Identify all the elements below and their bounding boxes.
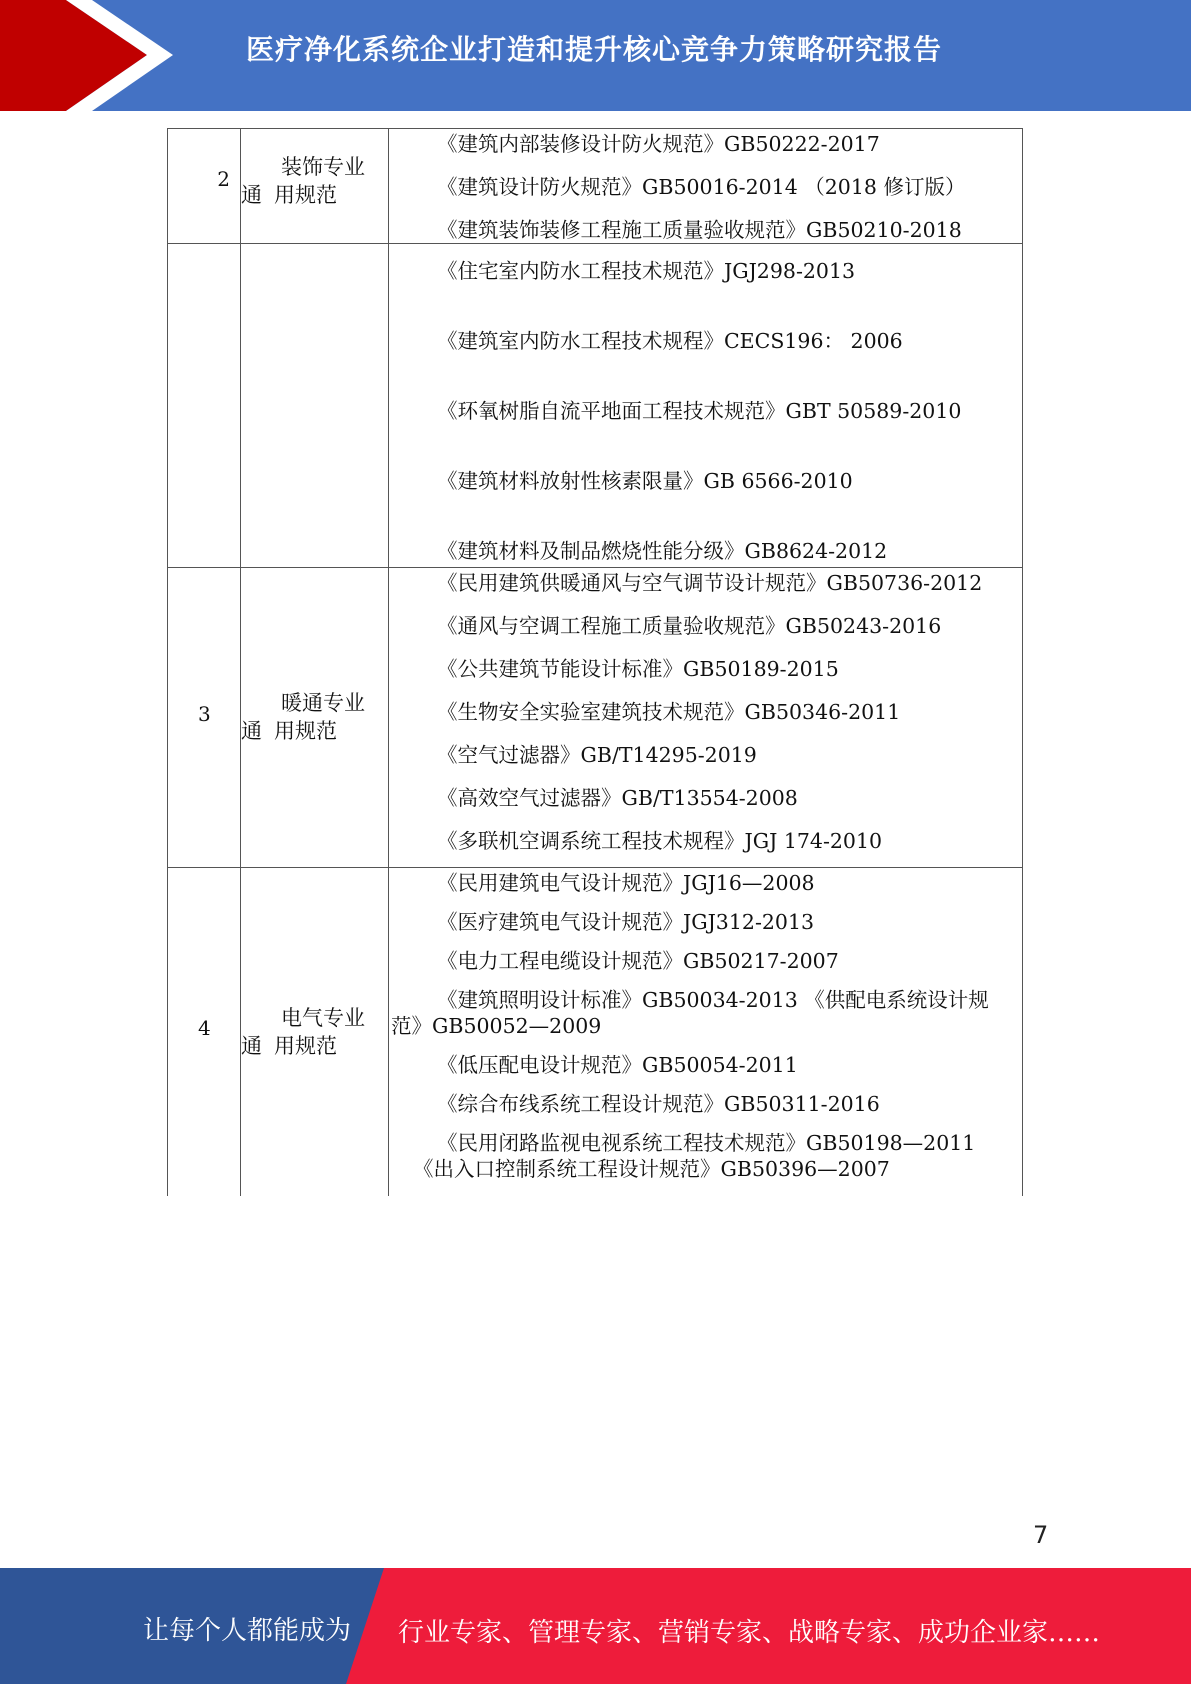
- list-item: 《医疗建筑电气设计规范》JGJ312-2013: [437, 910, 815, 934]
- list-item: 《电力工程电缆设计规范》GB50217-2007: [437, 949, 839, 973]
- standards-cell: [389, 129, 1023, 244]
- list-item: 《生物安全实验室建筑技术规范》GB50346-2011: [437, 700, 901, 724]
- list-item: 《高效空气过滤器》GB/T13554-2008: [437, 786, 798, 810]
- list-item: 《建筑内部装修设计防火规范》GB50222-2017: [437, 132, 880, 156]
- row-number-cell: [168, 129, 241, 244]
- page-number: 7: [1033, 1521, 1049, 1549]
- list-item: 《建筑室内防水工程技术规程》CECS196： 2006: [437, 329, 903, 353]
- standards-table: [167, 128, 1023, 1196]
- category-cell: [241, 129, 389, 244]
- category-cell: [241, 868, 389, 1196]
- row-number: 2: [217, 167, 230, 191]
- row-number-cell: [168, 868, 241, 1196]
- table-row: [168, 568, 1023, 868]
- list-item: 《民用闭路监视电视系统工程技术规范》GB50198—2011: [437, 1131, 976, 1155]
- category-label: 装饰专业: [281, 155, 365, 179]
- category-cell: [241, 244, 389, 568]
- category-label: 电气专业: [281, 1006, 365, 1030]
- table-row: [168, 868, 1023, 1196]
- category-label-suffix: 用规范: [274, 183, 337, 207]
- row-number-cell: [168, 244, 241, 568]
- row-number: 4: [198, 1016, 211, 1040]
- category-label-prefix: 通: [241, 183, 262, 207]
- page-footer: [0, 1568, 1191, 1684]
- table-row: [168, 244, 1023, 568]
- standards-cell: [389, 568, 1023, 868]
- list-item: 《建筑材料及制品燃烧性能分级》GB8624-2012: [437, 539, 888, 563]
- category-label: 暖通专业: [281, 691, 365, 715]
- page-header: [0, 0, 1191, 111]
- list-item: 《建筑材料放射性核素限量》GB 6566-2010: [437, 469, 853, 493]
- list-item: 《民用建筑供暖通风与空气调节设计规范》GB50736-2012: [437, 571, 983, 595]
- list-item: 《通风与空调工程施工质量验收规范》GB50243-2016: [437, 614, 942, 638]
- list-item: 《公共建筑节能设计标准》GB50189-2015: [437, 657, 839, 681]
- list-item-continuation: 范》GB50052—2009: [391, 1014, 602, 1038]
- category-label-prefix: 通: [241, 1034, 262, 1058]
- category-cell: [241, 568, 389, 868]
- category-label-suffix: 用规范: [274, 1034, 337, 1058]
- report-title: 医疗净化系统企业打造和提升核心竞争力策略研究报告: [246, 33, 943, 66]
- list-item: 《综合布线系统工程设计规范》GB50311-2016: [437, 1092, 880, 1116]
- row-number-cell: [168, 568, 241, 868]
- footer-slogan-right: 行业专家、管理专家、营销专家、战略专家、成功企业家……: [398, 1618, 1101, 1648]
- footer-slogan-left: 让每个人都能成为: [143, 1616, 352, 1646]
- list-item: 《民用建筑电气设计规范》JGJ16—2008: [437, 871, 815, 895]
- list-item: 《住宅室内防水工程技术规范》JGJ298-2013: [437, 259, 856, 283]
- list-item: 《建筑设计防火规范》GB50016-2014 （2018 修订版）: [437, 175, 966, 199]
- list-item: 《低压配电设计规范》GB50054-2011: [437, 1053, 798, 1077]
- standards-cell: [389, 244, 1023, 568]
- list-item: 《建筑照明设计标准》GB50034-2013 《供配电系统设计规: [437, 988, 989, 1012]
- list-item: 《环氧树脂自流平地面工程技术规范》GBT 50589-2010: [437, 399, 962, 423]
- list-item: 《建筑装饰装修工程施工质量验收规范》GB50210-2018: [437, 218, 962, 242]
- category-label-prefix: 通: [241, 719, 262, 743]
- list-item: 《出入口控制系统工程设计规范》GB50396—2007: [413, 1157, 890, 1181]
- table-row: [168, 129, 1023, 244]
- category-label-suffix: 用规范: [274, 719, 337, 743]
- list-item: 《空气过滤器》GB/T14295-2019: [437, 743, 757, 767]
- list-item: 《多联机空调系统工程技术规程》JGJ 174-2010: [437, 829, 883, 853]
- standards-cell: [389, 868, 1023, 1196]
- row-number: 3: [198, 702, 211, 726]
